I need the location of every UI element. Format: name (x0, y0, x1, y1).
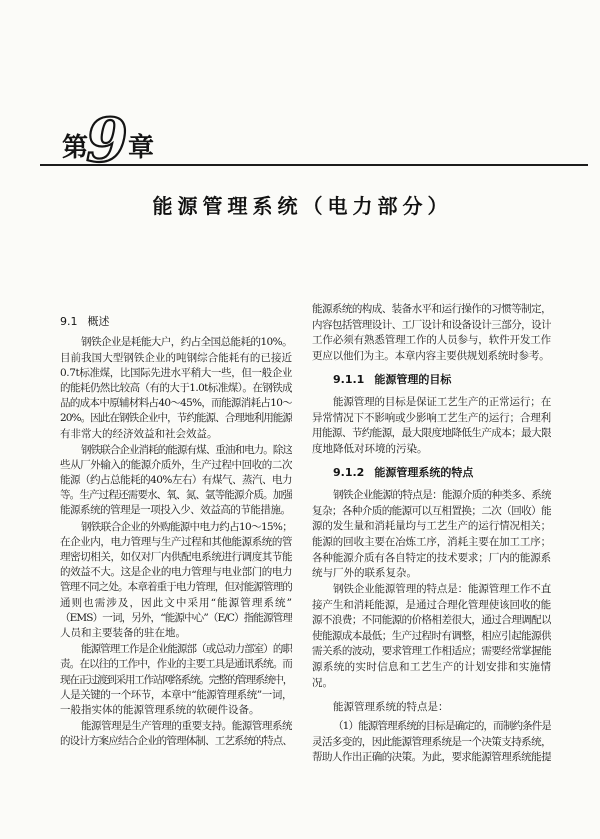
paragraph (60, 443, 292, 519)
text-line: 源的发生量和消耗量均与工艺生产的运行情况相关； (312, 520, 551, 533)
text-line: 些从厂外输入的能源介质外，生产过程中回收的二次 (60, 458, 292, 471)
section-number: 9.1 (60, 315, 78, 328)
text-line: 人员和主要装备的驻在地。 (60, 626, 186, 639)
text-line: 能源（约占总能耗的40%左右）有煤气、蒸汽、电力 (60, 474, 292, 487)
text-line: 钢铁企业能源的特点是：能源介质的种类多、系统 (333, 489, 551, 502)
section-heading (60, 313, 292, 331)
text-line: 有非常大的经济效益和社会效益。 (60, 427, 218, 440)
chapter-title: 能源管理系统（电力部分） (152, 194, 453, 218)
text-line: 内容包括管理设计、工厂设计和设备设计三部分，设计 (312, 318, 551, 331)
text-line: 责。在以往的工作中，作业的主要工具是通讯系统。而 (60, 658, 292, 671)
text-line: 的效益不大。这是企业的电力管理与电业部门的电力 (60, 566, 292, 579)
section-heading (312, 371, 551, 389)
text-line: 钢铁联合企业的外购能源中电力约占10～15%； (81, 520, 292, 533)
paragraph (312, 700, 551, 716)
chapter-label-suffix: 章 (128, 133, 155, 163)
paragraph (312, 302, 551, 364)
text-line: （1）能源管理系统的目标是确定的，而制约条件是 (333, 720, 551, 733)
text-line: 灵活多变的，因此能源管理系统是一个决策支持系统， (312, 735, 551, 748)
text-line: 能源系统的管理是一项投入少、效益高的节能措施。 (60, 504, 291, 517)
text-line: 需关系的波动，要求管理工作相适应；需要经常掌握能 (312, 645, 551, 658)
text-line: 能源管理工作是企业能源部（或总动力部室）的职 (81, 643, 292, 656)
text-line: 管理不同之处。本章着重于电力管理，但对能源管理的 (60, 581, 292, 594)
paragraph (312, 719, 551, 766)
text-line: 能源的回收主要在冶炼工序，消耗主要在加工工序； (312, 535, 551, 548)
chapter-label-prefix: 第 (62, 133, 89, 163)
text-line: 度地降低对环境的污染。 (312, 442, 428, 455)
text-line: 20%。因此在钢铁企业中，节约能源、合理地利用能源 (60, 412, 292, 425)
paragraph (60, 520, 292, 642)
right-column (312, 302, 551, 766)
text-line: 源系统的实时信息和工艺生产的计划安排和实施情 (312, 661, 551, 674)
text-line: 钢铁联合企业消耗的能源有煤、重油和电力。除这 (81, 443, 292, 456)
text-line: 目前我国大型钢铁企业的吨钢综合能耗有的已接近 (60, 351, 292, 364)
left-column (60, 313, 292, 749)
text-line: 用能源、节约能源，最大限度地降低生产成本；最大限 (312, 427, 551, 440)
text-line: 通则也需涉及，因此文中采用“能源管理系统” (60, 596, 292, 609)
paragraph (312, 488, 551, 582)
text-line: 能源管理的目标是保证工艺生产的正常运行；在 (333, 396, 551, 409)
text-line: 能源管理系统的特点是： (333, 701, 449, 714)
chapter-number: 9 (86, 106, 128, 176)
text-line: 异常情况下不影响或少影响工艺生产的运行；合理利 (312, 411, 551, 424)
section-title: 能源管理的目标 (374, 373, 452, 387)
text-line: 钢铁企业是耗能大户，约占全国总能耗的10%。 (81, 336, 292, 349)
paragraph (312, 582, 551, 691)
text-line: 钢铁企业能源管理的特点是：能源管理工作不直 (333, 583, 551, 596)
paragraph (60, 642, 292, 718)
text-line: 源不浪费；不同能源的价格相差很大，通过合理调配以 (312, 614, 551, 627)
text-line: 能源系统的构成、装备水平和运行操作的习惯等制定， (312, 303, 551, 315)
text-line: 工作必须有熟悉管理工作的人员参与，软件开发工作 (312, 334, 551, 347)
section-number: 9.1.2 (333, 466, 365, 480)
text-line: 理密切相关，如仅对厂内供配电系统进行调度其节能 (60, 551, 292, 564)
text-line: 帮助人作出正确的决策。为此，要求能源管理系统能提 (312, 751, 551, 764)
paragraph (60, 335, 292, 441)
section-number: 9.1.1 (333, 373, 365, 387)
text-line: 现在正过渡到采用工作站网络系统。完整的管理系统中， (60, 673, 292, 686)
text-line: 况。 (312, 676, 333, 689)
text-line: 0.7t标准煤，比国际先进水平稍大一些，但一般企业 (60, 366, 292, 379)
text-line: （EMS）一词，另外，“能源中心”（E/C）指能源管理 (60, 611, 292, 624)
section-heading (312, 464, 551, 482)
paragraph (60, 719, 292, 749)
text-line: 更应以他们为主。本章内容主要供规划系统时参考。 (312, 349, 550, 362)
text-line: 等。生产过程还需要水、氧、氮、氩等能源介质。加强 (60, 489, 292, 502)
text-line: 人是关键的一个环节，本章中“能源管理系统”一词， (60, 688, 292, 701)
text-line: 的设计方案应结合企业的管理体制、工艺系统的特点、 (60, 735, 292, 748)
text-line: 一般指实体的能源管理系统的软硬件设备。 (60, 703, 260, 716)
section-title: 概述 (87, 315, 110, 328)
text-line: 接产生和消耗能源，是通过合理化管理使该回收的能 (312, 598, 551, 611)
text-line: 在企业内，电力管理与生产过程和其他能源系统的管 (60, 535, 292, 548)
text-line: 各种能源介质有各自特定的技术要求；厂内的能源系 (312, 551, 551, 564)
paragraph (312, 395, 551, 457)
text-line: 使能源成本最低；生产过程时有调整，相应引起能源供 (312, 629, 551, 642)
text-line: 能源管理是生产管理的重要支持。能源管理系统 (81, 720, 292, 733)
text-line: 统与厂外的联系复杂。 (312, 567, 417, 580)
text-line: 的能耗仍然比较高（有的大于1.0t标准煤）。在钢铁成 (60, 381, 292, 394)
text-line: 复杂；各种介质的能源可以互相置换；二次（回收）能 (312, 504, 551, 517)
section-title: 能源管理系统的特点 (374, 466, 474, 480)
text-line: 品的成本中原辅材料占40～45%，而能源消耗占10～ (60, 397, 292, 410)
